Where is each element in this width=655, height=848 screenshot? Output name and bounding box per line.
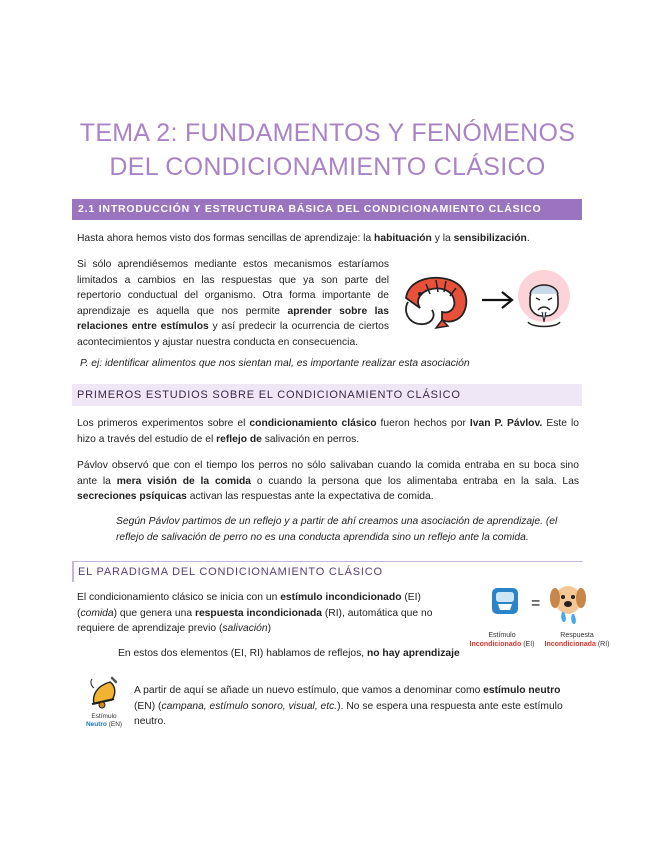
page-title-line2: DEL CONDICIONAMIENTO CLÁSICO [109, 153, 546, 181]
intro-paragraph-2: Si sólo aprendiésemos mediante estos mecanismos estaríamos limitados a cambios en las respuestas que ya son parte del repertorio conductual del organismo. Otra forma importante de aprendizaje es aquella que nos permite aprender sobre las relaciones entre estímulos y así predecir la ocurrencia de ciertos acontecimientos y ajustar nuestra conducta en consecuencia. [77, 259, 389, 348]
intro-paragraph-1: Hasta ahora hemos visto dos formas sencillas de aprendizaje: la habituación y la sensibilización. [77, 233, 530, 244]
caption-estimulo-incondicionado: Estímulo Incondicionado (EI) [469, 632, 535, 648]
section-header-paradigm-text: EL PARADIGMA DEL CONDICIONAMIENTO CLÁSICO [78, 566, 383, 578]
food-bowl-icon [492, 588, 518, 614]
shrimp-to-nausea-illustration [402, 268, 574, 332]
example-text: P. ej: identificar alimentos que nos sientan mal, es importante realizar esta asociación [80, 358, 470, 369]
caption-respuesta-incondicionada: Respuesta Incondicionada (RI) [544, 632, 610, 648]
bell-icon [86, 674, 122, 710]
studies-paragraph-1: Los primeros experimentos sobre el condicionamiento clásico fueron hechos por Ivan P. Pávlov. Este lo hizo a través del estudio de el reflejo de salivación en perros. [77, 418, 579, 445]
section-header-intro-text: 2.1 INTRODUCCIÓN Y ESTRUCTURA BÁSICA DEL CONDICIONAMIENTO CLÁSICO [78, 203, 542, 215]
section-header-paradigm [72, 561, 583, 582]
equals-sign: = [531, 595, 541, 612]
section-header-first-studies [72, 384, 582, 406]
pavlov-quote: Según Pávlov partimos de un reflejo y a partir de ahí creamos una asociación de aprendizaje. (el reflejo de salivación de perro no es una conducta aprendida sino un reflejo ante la comida. [116, 516, 558, 543]
page-title-line1: TEMA 2: FUNDAMENTOS Y FENÓMENOS [79, 119, 576, 147]
reflex-note: En estos dos elementos (EI, RI) hablamos de reflejos, no hay aprendizaje [118, 648, 460, 659]
person-nauseous-icon [518, 270, 570, 327]
neutral-stimulus-paragraph: A partir de aquí se añade un nuevo estímulo, que vamos a denominar como estímulo neutro (EN) (campana, estímulo sonoro, visual, etc.). No se espera una respuesta ante este estímulo neutro. [134, 685, 563, 727]
arrow-right-icon [482, 292, 512, 308]
studies-paragraph-2: Pávlov observó que con el tiempo los perros no sólo salivaban cuando la comida entraba en su boca sino ante la mera visión de la comida o cuando la persona que los alimentaba entraba en la sala. Las secreciones psíquicas activan las respuestas ante la expectativa de comida. [77, 460, 580, 502]
paradigm-paragraph-1: El condicionamiento clásico se inicia con un estímulo incondicionado (EI) (comida) que genera una respuesta incondicionada (RI), automática que no requiere de aprendizaje previo (salivación) [77, 592, 433, 634]
shrimp-icon [406, 278, 466, 328]
section-header-intro [72, 199, 582, 220]
section-header-first-studies-text: PRIMEROS ESTUDIOS SOBRE EL CONDICIONAMIENTO CLÁSICO [77, 389, 461, 401]
ei-ri-illustration [484, 582, 594, 628]
salivating-dog-icon [550, 586, 586, 624]
caption-estimulo-neutro: Estímulo Neutro (EN) [85, 713, 123, 728]
